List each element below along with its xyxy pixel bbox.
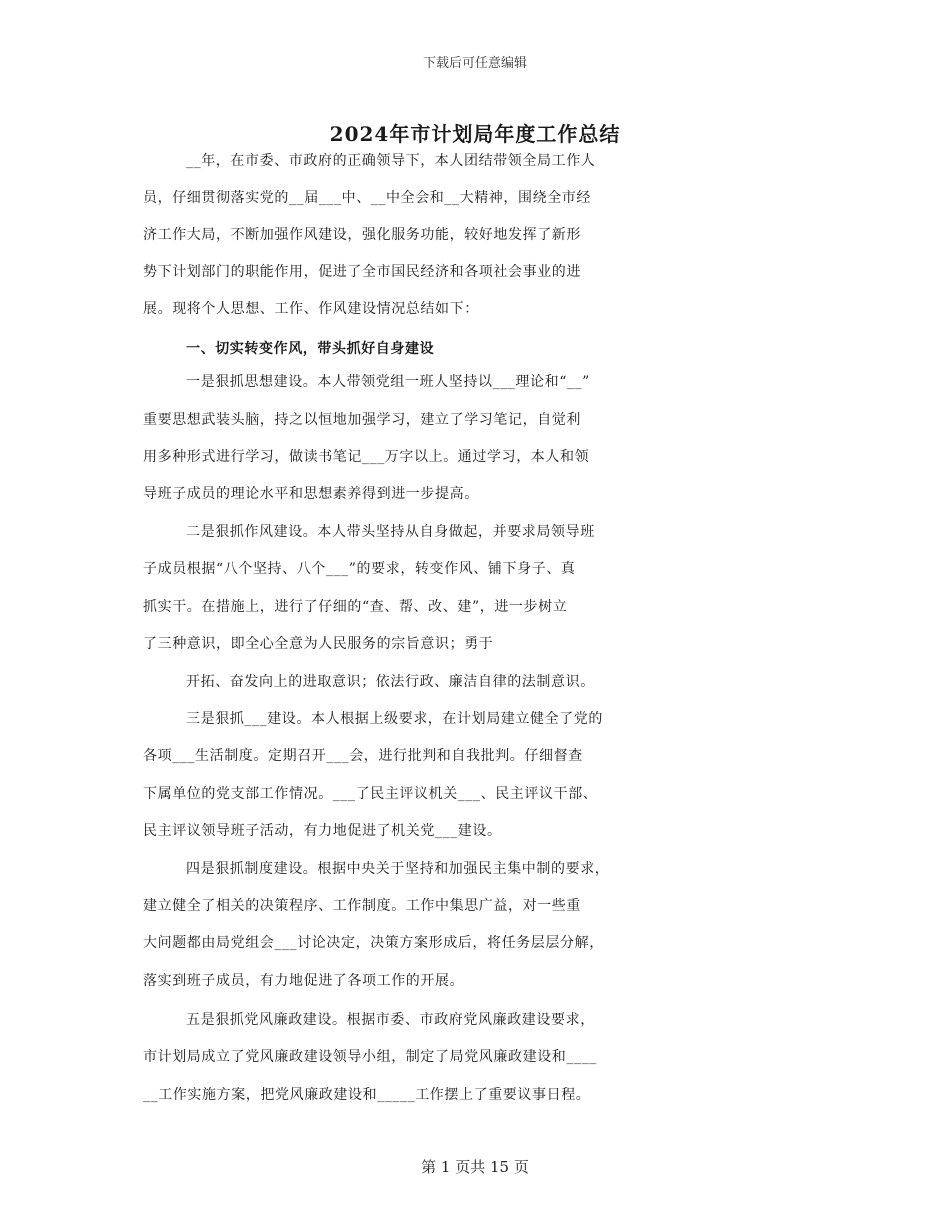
- body-line: 民主评议领导班子活动，有力地促进了机关党___建设。: [143, 823, 502, 839]
- body-line: 势下计划部门的职能作用，促进了全市国民经济和各项社会事业的进: [143, 264, 581, 280]
- body-line: 一是狠抓思想建设。本人带领党组一班人坚持以___理论和“__”: [186, 374, 590, 390]
- section-heading: 一、切实转变作风，带头抓好自身建设: [186, 341, 435, 357]
- document-title: 2024年市计划局年度工作总结: [329, 122, 621, 146]
- body-line: 导班子成员的理论水平和思想素养得到进一步提高。: [143, 486, 479, 502]
- body-line: 重要思想武装头脑，持之以恒地加强学习，建立了学习笔记，自觉利: [143, 412, 581, 428]
- body-line: 市计划局成立了党风廉政建设领导小组，制定了局党风廉政建设和____: [143, 1049, 597, 1065]
- body-line: 五是狠抓党风廉政建设。根据市委、市政府党风廉政建设要求，: [186, 1012, 595, 1028]
- body-line: 落实到班子成员，有力地促进了各项工作的开展。: [143, 973, 465, 989]
- page-footer: 第 1 页共 15 页: [421, 1158, 529, 1176]
- body-line: __工作实施方案，把党风廉政建设和_____工作摆上了重要议事日程。: [143, 1087, 591, 1103]
- body-line: 二是狠抓作风建设。本人带头坚持从自身做起，并要求局领导班: [186, 524, 595, 540]
- body-line: 抓实干。在措施上，进行了仔细的“查、帮、改、建”，进一步树立: [143, 599, 568, 615]
- body-line: 四是狠抓制度建设。根据中央关于坚持和加强民主集中制的要求，: [186, 861, 610, 877]
- body-line: 展。现将个人思想、工作、作风建设情况总结如下：: [143, 301, 479, 317]
- body-line: 员，仔细贯彻落实党的__届___中、__中全会和__大精神，围绕全市经: [143, 190, 591, 206]
- body-line: 子成员根据“八个坚持、八个___”的要求，转变作风、铺下身子、真: [143, 561, 576, 577]
- page-header: 下载后可任意编辑: [422, 56, 527, 71]
- body-line: __年，在市委、市政府的正确领导下，本人团结带领全局工作人: [186, 153, 596, 169]
- body-line: 三是狠抓___建设。本人根据上级要求，在计划局建立健全了党的: [186, 711, 603, 727]
- body-line: 大问题都由局党组会___讨论决定，决策方案形成后，将任务层层分解，: [143, 935, 604, 951]
- body-line: 开拓、奋发向上的进取意识；依法行政、廉洁自律的法制意识。: [186, 674, 595, 690]
- body-line: 下属单位的党支部工作情况。___了民主评议机关___、民主评议干部、: [143, 786, 598, 802]
- body-line: 济工作大局，不断加强作风建设，强化服务功能，较好地发挥了新形: [143, 227, 581, 243]
- body-line: 建立健全了相关的决策程序、工作制度。工作中集思广益，对一些重: [143, 898, 581, 914]
- body-line: 了三种意识，即全心全意为人民服务的宗旨意识；勇于: [143, 636, 494, 652]
- body-line: 用多种形式进行学习，做读书笔记___万字以上。通过学习，本人和领: [143, 449, 590, 465]
- body-line: 各项___生活制度。定期召开___会，进行批判和自我批判。仔细督查: [143, 748, 583, 764]
